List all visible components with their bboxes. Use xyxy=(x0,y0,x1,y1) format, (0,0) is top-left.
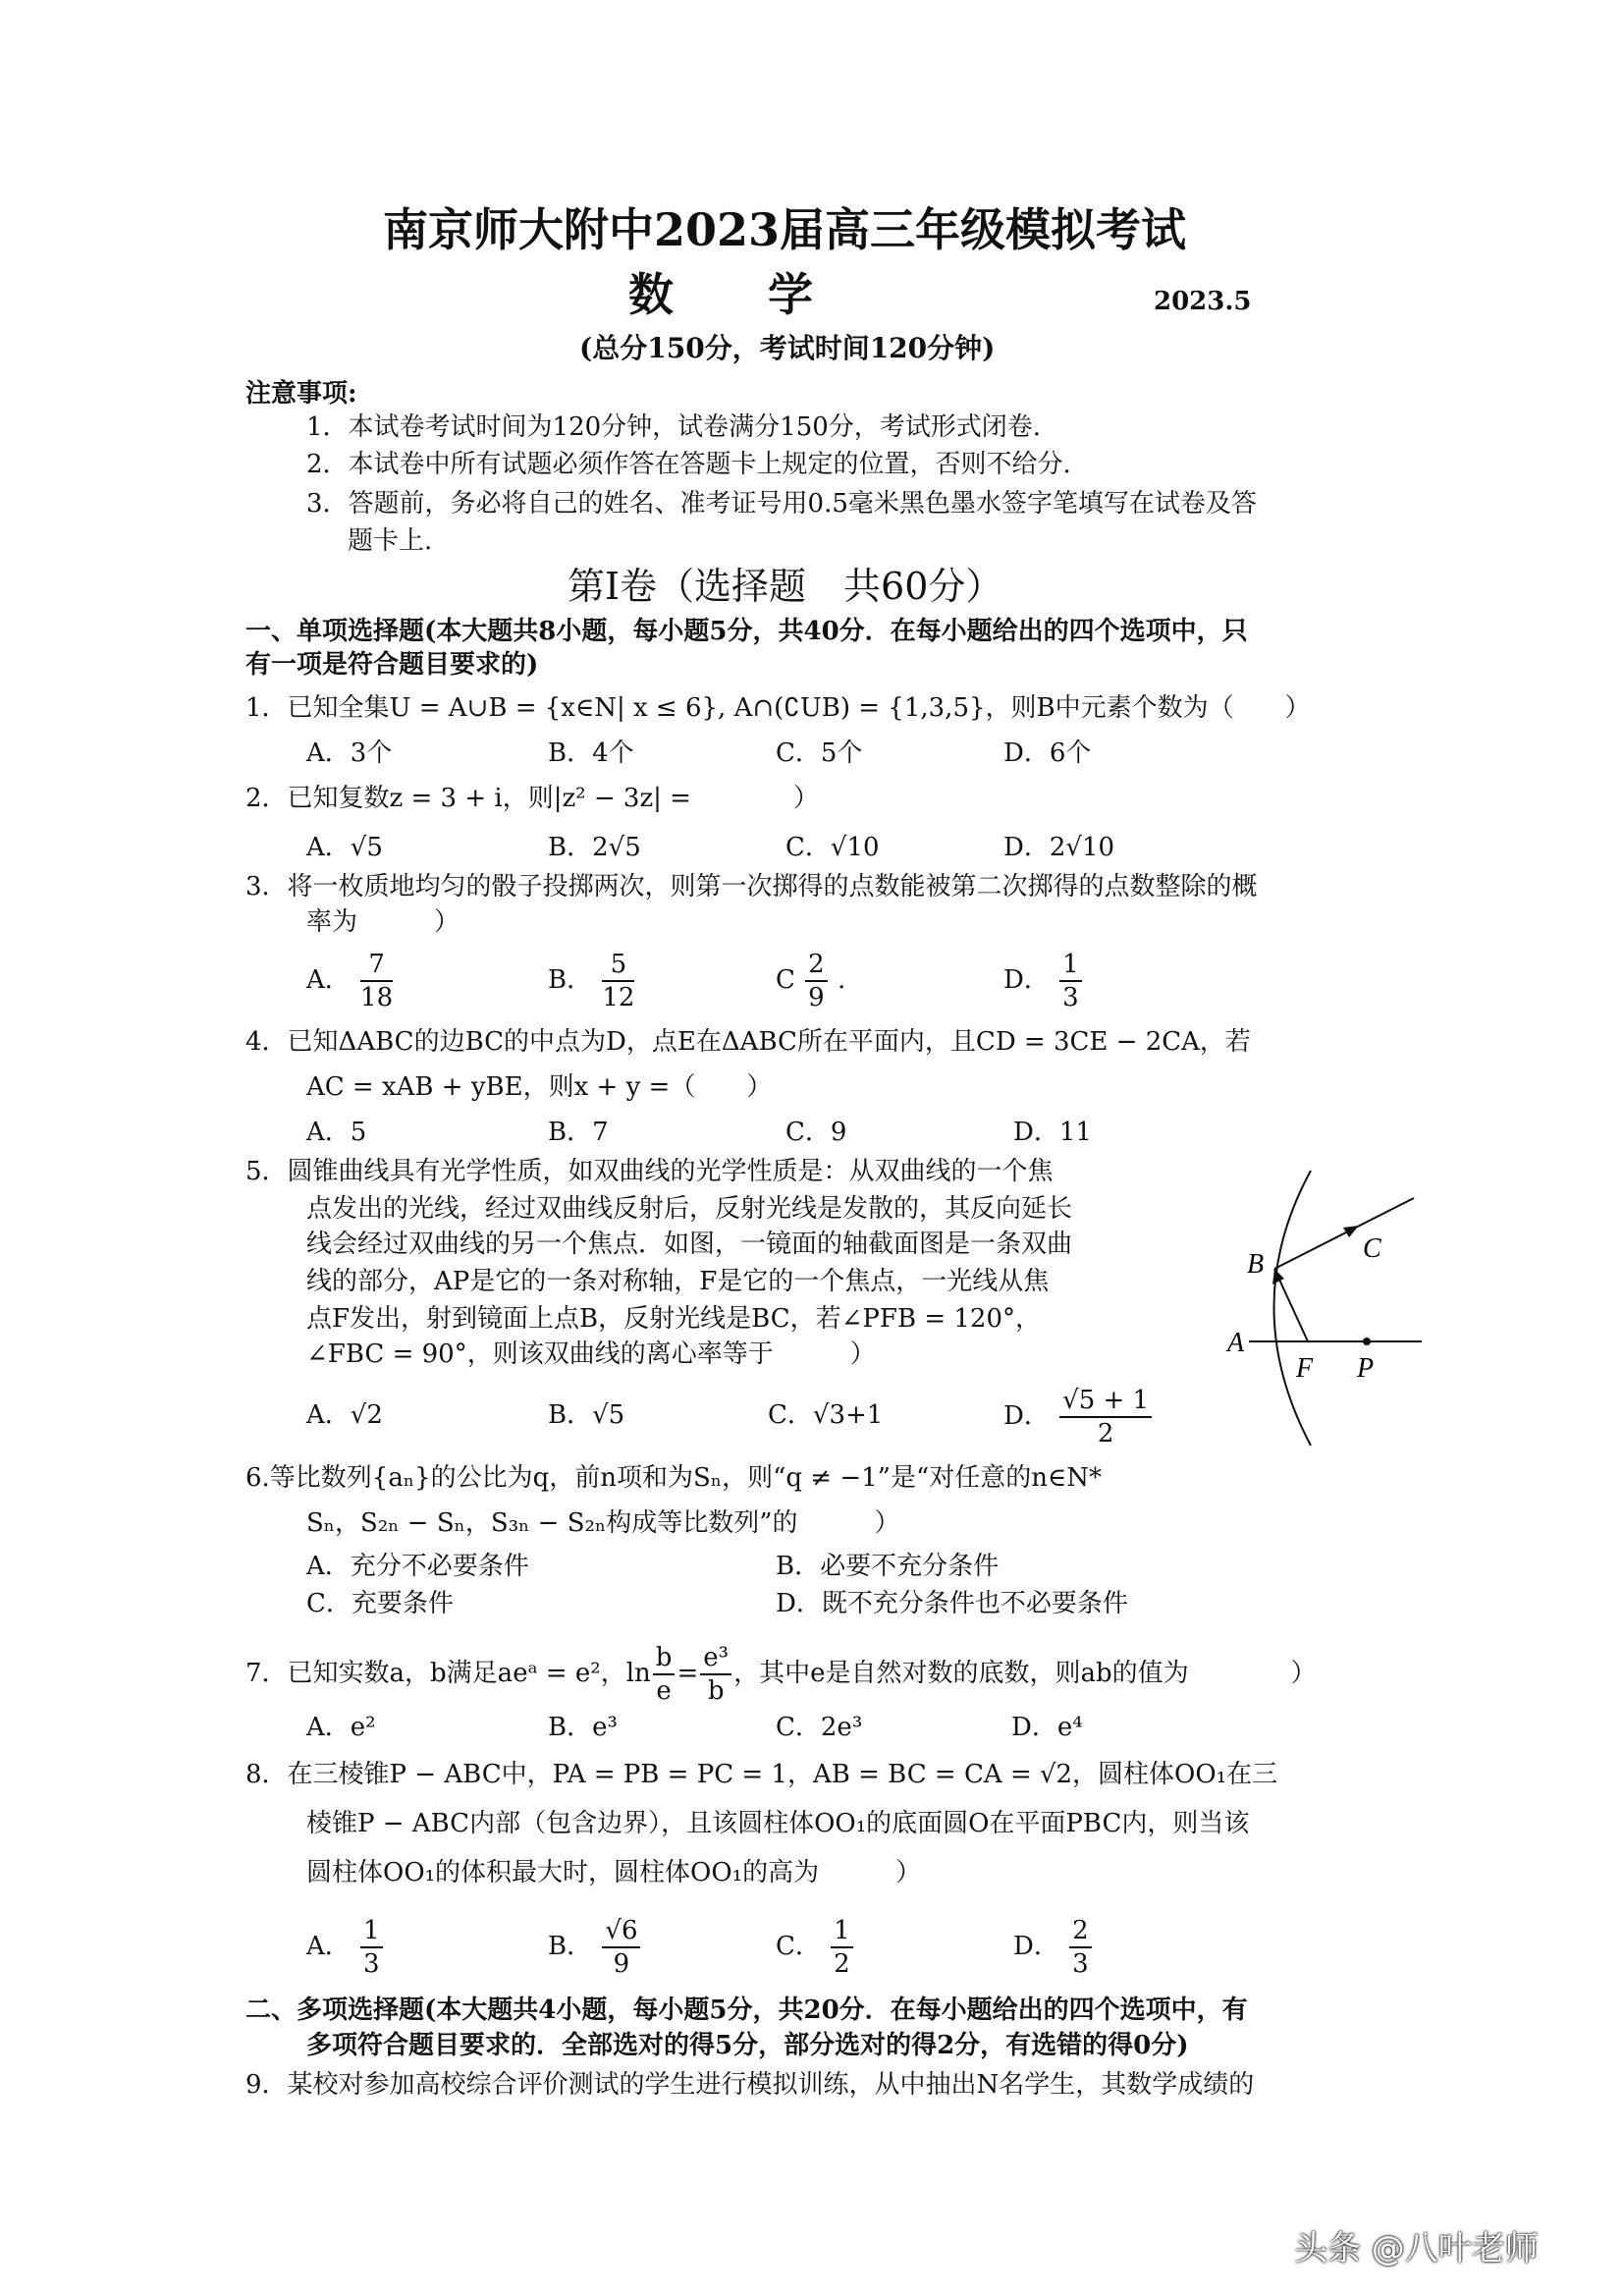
notice-item: 1．本试卷考试时间为120分钟，试卷满分150分，考试形式闭卷. xyxy=(306,412,1042,442)
q4-option-d: D．11 xyxy=(1013,1118,1092,1147)
hyperbola-figure xyxy=(1217,1159,1434,1453)
q1-option-b: B．4个 xyxy=(548,738,634,768)
q6-option-b: B．必要不充分条件 xyxy=(776,1552,1000,1581)
q3-option-a xyxy=(306,949,395,1013)
denominator: 2 xyxy=(834,1949,850,1979)
ray-bc xyxy=(1274,1198,1414,1269)
q6-stem: 6.等比数列{aₙ}的公比为q，前n项和为Sₙ，则“q ≠ −1”是“对任意的n∈N* xyxy=(245,1463,1102,1493)
numerator: b xyxy=(653,1642,676,1675)
q5-option-c: C．√3+1 xyxy=(768,1400,884,1430)
part2-heading-cont: 多项符合题目要求的．全部选对的得5分，部分选对的得2分，有选错的得0分) xyxy=(306,2031,1189,2060)
q7-option-a: A．e² xyxy=(306,1713,376,1742)
q4-stem: 4．已知ΔABC的边BC的中点为D，点E在ΔABC所在平面内，且CD = 3CE − 2CA，若 xyxy=(245,1027,1251,1057)
part2-heading: 二、多项选择题(本大题共4小题，每小题5分，共20分．在每小题给出的四个选项中，有 xyxy=(245,1995,1248,2025)
numerator: √6 xyxy=(602,1915,640,1948)
ray-bc-arrow xyxy=(1343,1226,1359,1237)
q7-option-d: D．e⁴ xyxy=(1011,1713,1083,1742)
q5-option-b: B．√5 xyxy=(548,1400,625,1430)
denominator: 3 xyxy=(1072,1949,1089,1979)
q2-option-a: A．√5 xyxy=(306,833,383,862)
q3-stem-cont: 率为 ） xyxy=(306,907,460,937)
ray-fb-arrow xyxy=(1272,1269,1284,1285)
q4-stem-cont: AC = xAB + yBE，则x + y =（ ） xyxy=(306,1072,773,1102)
q3-option-c-suffix: . xyxy=(837,965,846,995)
q1-stem: 1．已知全集U = A∪B = {x∈N| x ≤ 6}, A∩(∁UB) = {1,3,5}，则B中元素个数为（ ） xyxy=(245,693,1311,723)
q3-option-c-label: C xyxy=(776,965,795,995)
q5-line: 5．圆锥曲线具有光学性质，如双曲线的光学性质是：从双曲线的一个焦 xyxy=(245,1157,1054,1186)
q3-option-c xyxy=(776,949,845,1013)
numerator: 5 xyxy=(602,949,634,982)
q2-stem: 2．已知复数z = 3 + i，则|z² − 3z| = ） xyxy=(245,784,819,813)
q2-option-d: D．2√10 xyxy=(1003,833,1115,862)
label-c: C xyxy=(1363,1233,1381,1264)
numerator: √5 + 1 xyxy=(1059,1385,1152,1418)
notice-item: 2．本试卷中所有试题必须作答在答题卡上规定的位置，否则不给分. xyxy=(306,450,1071,479)
q7-stem xyxy=(245,1642,1317,1707)
section1-title: 第I卷（选择题 共60分） xyxy=(568,565,1003,608)
q6-option-d: D．既不充分条件也不必要条件 xyxy=(776,1589,1128,1618)
q7-option-c: C．2e³ xyxy=(776,1713,863,1742)
denominator: 9 xyxy=(808,983,825,1012)
label-f: F xyxy=(1296,1353,1314,1384)
numerator: 1 xyxy=(831,1915,853,1948)
notice-item: 3．答题前，务必将自己的姓名、准考证号用0.5毫米黑色墨水签字笔填写在试卷及答 xyxy=(306,489,1257,519)
q6-stem-cont: Sₙ，S₂ₙ − Sₙ，S₃ₙ − S₂ₙ构成等比数列”的 ） xyxy=(306,1508,900,1538)
numerator: 7 xyxy=(360,949,393,982)
q3-option-b-label: B． xyxy=(548,965,593,995)
q8-option-d-label: D． xyxy=(1013,1932,1059,1961)
denominator: 12 xyxy=(602,983,635,1012)
q5-option-d-label: D． xyxy=(1003,1401,1050,1431)
score-info: (总分150分，考试时间120分钟) xyxy=(579,332,996,364)
numerator: 2 xyxy=(1069,1915,1092,1948)
exam-title: 南京师大附中2023届高三年级模拟考试 xyxy=(383,203,1187,256)
q5-line: 线会经过双曲线的另一个焦点．如图，一镜面的轴截面图是一条双曲 xyxy=(306,1230,1073,1259)
q3-option-a-fraction xyxy=(360,949,393,1013)
denominator: 3 xyxy=(363,1949,380,1979)
q8-option-b-fraction xyxy=(602,1915,640,1980)
q8-option-b-label: B． xyxy=(548,1932,593,1961)
q7-option-b: B．e³ xyxy=(548,1713,618,1742)
q3-option-b-fraction xyxy=(602,949,634,1013)
q1-option-c: C．5个 xyxy=(776,738,863,768)
q8-option-a-fraction xyxy=(360,1915,383,1980)
label-a: A xyxy=(1227,1328,1245,1358)
denominator: 3 xyxy=(1062,983,1079,1012)
numerator: 2 xyxy=(805,949,828,982)
label-p: P xyxy=(1357,1353,1375,1384)
q8-option-d-fraction xyxy=(1069,1915,1092,1980)
q8-option-c xyxy=(776,1915,855,1980)
q8-line: 棱锥P − ABC内部（包含边界），且该圆柱体OO₁的底面圆O在平面PBC内，则当该 xyxy=(306,1809,1250,1838)
q4-option-a: A．5 xyxy=(306,1118,367,1147)
q3-option-d-label: D． xyxy=(1003,965,1050,995)
q3-option-a-label: A． xyxy=(306,965,351,995)
q7-fraction-1 xyxy=(653,1642,676,1707)
q1-option-a: A．3个 xyxy=(306,738,393,768)
q5-line: 线的部分，AP是它的一条对称轴，F是它的一个焦点，一光线从焦 xyxy=(306,1267,1050,1296)
q3-option-b xyxy=(548,949,636,1013)
q2-option-c: C．√10 xyxy=(785,833,880,862)
q8-line: 圆柱体OO₁的体积最大时，圆柱体OO₁的高为 ） xyxy=(306,1858,922,1887)
label-b: B xyxy=(1247,1249,1265,1280)
denominator: 2 xyxy=(1097,1419,1114,1449)
q8-option-d xyxy=(1013,1915,1094,1980)
q7-stem-b: ，其中e是自然对数的底数，则ab的值为 ） xyxy=(733,1659,1317,1688)
numerator: 1 xyxy=(1059,949,1082,982)
q4-option-c: C．9 xyxy=(785,1118,847,1147)
q6-option-c: C．充要条件 xyxy=(306,1589,454,1618)
q1-option-d: D．6个 xyxy=(1003,738,1092,768)
q5-option-d xyxy=(1003,1385,1154,1449)
q3-option-d xyxy=(1003,949,1084,1013)
notice-item: 题卡上. xyxy=(348,526,433,556)
q6-option-a: A．充分不必要条件 xyxy=(306,1552,529,1581)
denominator: 18 xyxy=(360,983,394,1012)
q2-option-b: B．2√5 xyxy=(548,833,641,862)
q8-option-c-fraction xyxy=(831,1915,853,1980)
q7-stem-a: 7．已知实数a，b满足aeᵃ = e²，ln xyxy=(245,1659,651,1688)
subject-title: 数 学 xyxy=(628,268,853,321)
q4-option-b: B．7 xyxy=(548,1118,609,1147)
q8-line: 8．在三棱锥P − ABC中，PA = PB = PC = 1，AB = BC = CA = √2，圆柱体OO₁在三 xyxy=(245,1760,1278,1789)
q3-option-c-fraction xyxy=(805,949,828,1013)
q9-stem: 9．某校对参加高校综合评价测试的学生进行模拟训练，从中抽出N名学生，其数学成绩的 xyxy=(245,2070,1255,2100)
q5-line: 点F发出，射到镜面上点B，反射光线是BC，若∠PFB = 120°， xyxy=(306,1304,1041,1334)
numerator: 1 xyxy=(360,1915,383,1948)
denominator: 9 xyxy=(613,1949,630,1979)
q7-fraction-2 xyxy=(700,1642,731,1707)
notice-heading: 注意事项: xyxy=(245,379,357,409)
denominator: b xyxy=(707,1676,725,1706)
q8-option-b xyxy=(548,1915,642,1980)
denominator: e xyxy=(656,1676,672,1706)
q8-option-a xyxy=(306,1915,385,1980)
numerator: e³ xyxy=(700,1642,731,1675)
q5-option-d-fraction xyxy=(1059,1385,1152,1449)
q5-line: 点发出的光线，经过双曲线反射后，反射光线是发散的，其反向延长 xyxy=(306,1194,1073,1224)
q8-option-c-label: C． xyxy=(776,1932,821,1961)
q7-eq: = xyxy=(676,1659,699,1688)
q3-option-d-fraction xyxy=(1059,949,1082,1013)
q5-line: ∠FBC = 90°，则该双曲线的离心率等于 ） xyxy=(306,1339,876,1369)
exam-date: 2023.5 xyxy=(1154,287,1252,316)
q8-option-a-label: A． xyxy=(306,1932,351,1961)
part1-heading-cont: 有一项是符合题目要求的) xyxy=(245,650,539,680)
point-p xyxy=(1363,1338,1371,1345)
q3-stem: 3．将一枚质地均匀的骰子投掷两次，则第一次掷得的点数能被第二次掷得的点数整除的概 xyxy=(245,872,1258,902)
q5-option-a: A．√2 xyxy=(306,1400,383,1430)
watermark: 头条 @八叶老师 xyxy=(1294,2229,1539,2269)
part1-heading: 一、单项选择题(本大题共8小题，每小题5分，共40分．在每小题给出的四个选项中，只 xyxy=(245,617,1248,646)
